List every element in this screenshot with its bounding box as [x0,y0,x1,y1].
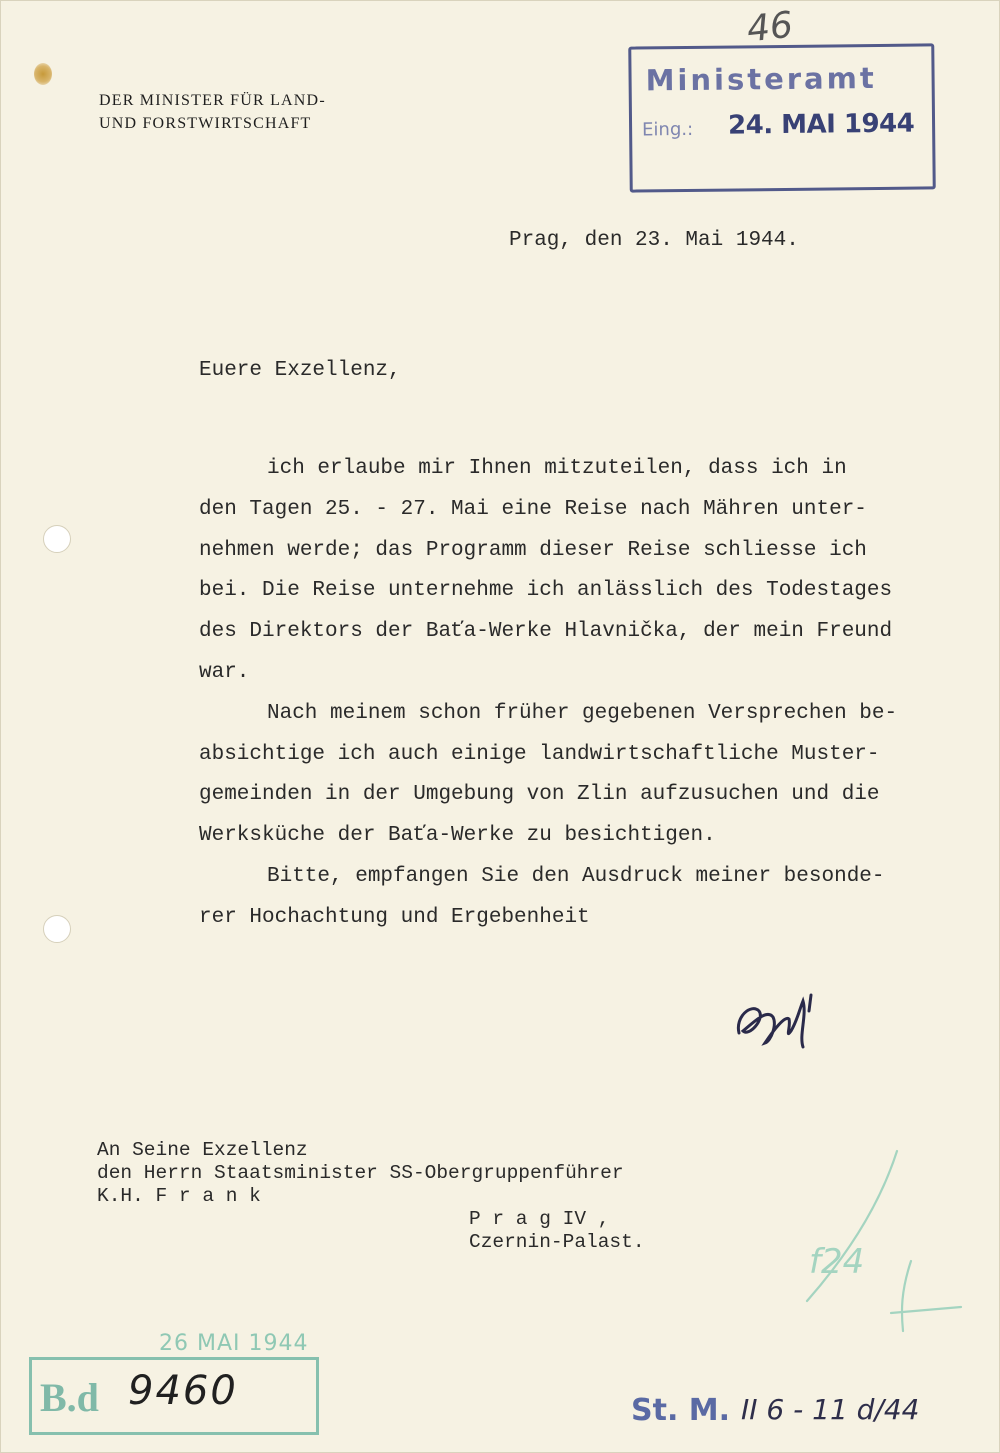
handwritten-note: f24 [809,1242,865,1282]
date-line: Prag, den 23. Mai 1944. [509,229,799,252]
body-line: war. [199,660,250,684]
body-line: gemeinden in der Umgebung von Zlin aufzusuchen und die [199,783,880,807]
address-line: Czernin-Palast. [469,1231,645,1253]
page-number: 46 [744,4,795,51]
letter-body [199,449,897,939]
punch-hole [43,915,71,943]
stamp-eing-label: Eing.: [642,118,694,141]
recipient-address [97,1139,645,1254]
body-line: rer Hochachtung und Ergebenheit [199,905,590,929]
signature-mark [729,981,829,1061]
body-line: Werksküche der Baťa-Werke zu besichtigen. [199,824,716,848]
body-line: bei. Die Reise unternehme ich anlässlich des Todestages [199,579,893,603]
stamp-received-date: 24. MAI 1944 [727,108,915,141]
body-line: den Tagen 25. - 27. Mai eine Reise nach Mähren unter- [199,497,867,521]
address-line: den Herrn Staatsminister SS-Obergruppenführer [97,1162,624,1184]
received-date-stamp: 26 MAI 1944 [159,1331,309,1356]
bd-stamp-number: 9460 [128,1368,238,1414]
stamp-title: Ministeramt [645,61,877,98]
stm-reference: II 6 - 11 d/44 [741,1393,920,1426]
address-line: P r a g IV , [469,1208,610,1230]
letterhead [99,89,326,135]
stain-mark [34,63,52,85]
salutation: Euere Exzellenz, [199,359,401,382]
bd-stamp-label: B.d [40,1375,99,1420]
ministeramt-stamp [628,43,936,192]
body-line: Bitte, empfangen Sie den Ausdruck meiner besonde- [267,864,885,888]
body-line: des Direktors der Baťa-Werke Hlavnička, der mein Freund [199,620,893,644]
body-line: Nach meinem schon früher gegebenen Versprechen be- [267,701,898,725]
bd-stamp [29,1357,319,1435]
letterhead-line-2: UND FORSTWIRTSCHAFT [99,115,312,132]
address-line: An Seine Exzellenz [97,1139,308,1161]
address-line: K.H. F r a n k [97,1185,261,1207]
pencil-annotation [801,1141,971,1341]
body-line: nehmen werde; das Programm dieser Reise schliesse ich [199,538,867,562]
stm-stamp-label: St. M. [631,1393,731,1428]
letterhead-line-1: DER MINISTER FÜR LAND- [99,92,326,109]
body-line: absichtige ich auch einige landwirtschaftliche Muster- [199,742,880,766]
body-line: ich erlaube mir Ihnen mitzuteilen, dass ich in [267,457,847,480]
punch-hole [43,525,71,553]
